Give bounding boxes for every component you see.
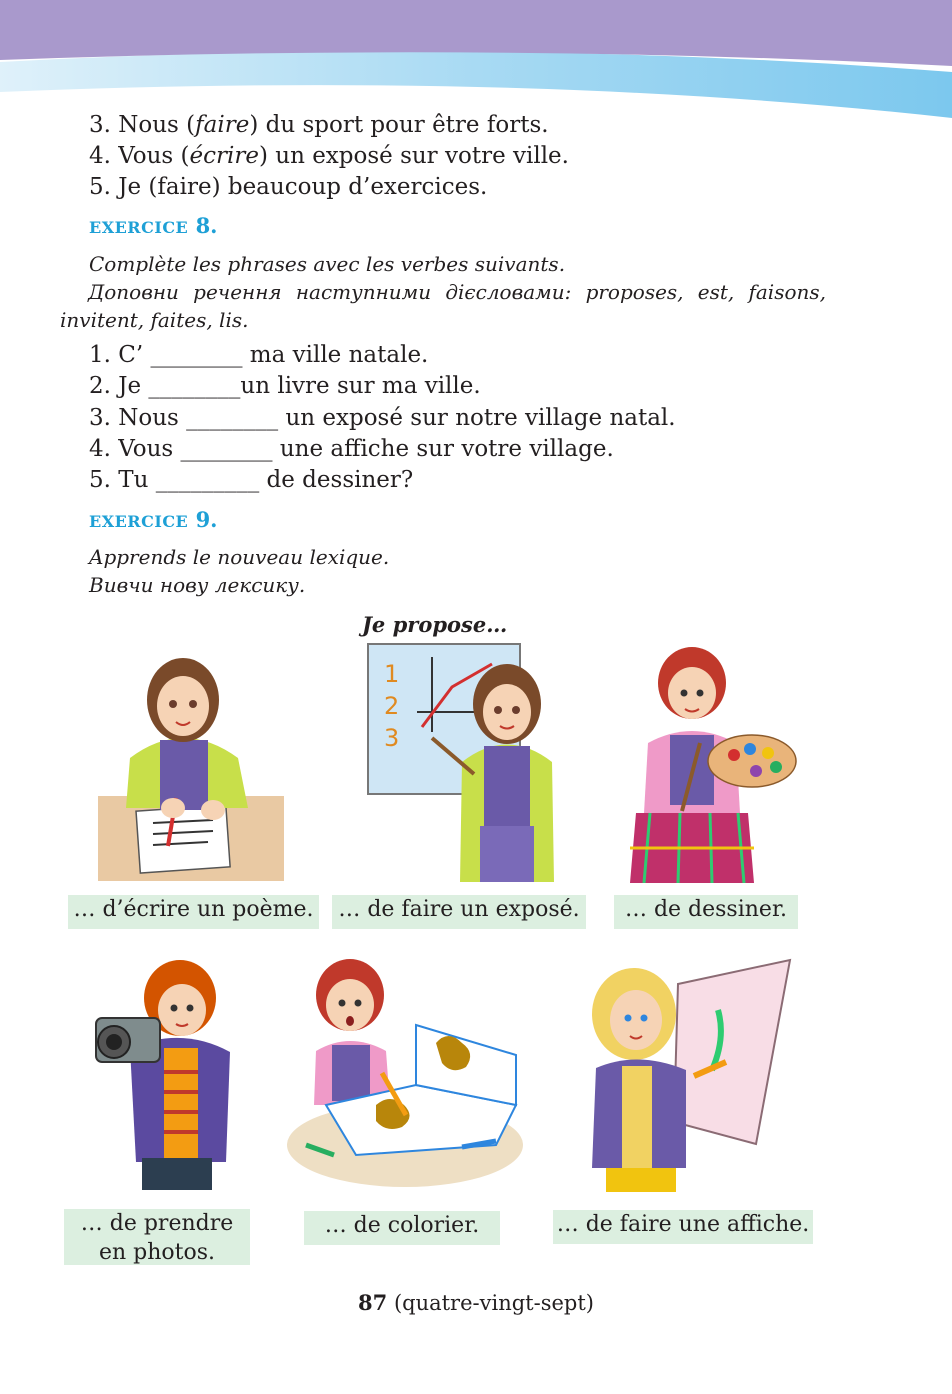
girl-writing-illustration [98,648,288,883]
continued-item: 5. Je (faire) beaucoup d’exercices. [89,174,488,200]
pictures-title: Je propose… [362,612,508,637]
caption-take-photos [64,1209,250,1265]
exercise-8-item: 2. Je ________un livre sur ma ville. [89,373,481,399]
exercise-9-instruction-fr: Apprends le nouveau lexique. [89,545,390,569]
caption-write-poem: … d’écrire un poème. [68,895,319,929]
exercise-8-instruction-fr: Complète les phrases avec les verbes suivants. [89,252,566,276]
caption-make-poster: … de faire une affiche. [553,1210,813,1244]
exercise-9-instruction-ua: Вивчи нову лексику. [89,573,306,597]
caption-color: … de colorier. [304,1211,500,1245]
caption-take-photos-line1: … de prendre [80,1211,234,1236]
exercise-8-item: 1. C’ ________ ma ville natale. [89,342,429,368]
page-number: 87 [358,1290,388,1315]
girl-painting-illustration [630,643,800,883]
svg-text:1: 1 [384,660,400,688]
exercise-8-instruction-ua: Доповни речення наступними дієсловами: proposes, est, faisons, invitent, faites, lis. [60,280,826,332]
caption-draw: … de dessiner. [614,895,798,929]
top-banner [0,0,952,120]
exercise-8-item: 5. Tu _________ de dessiner? [89,467,414,493]
girl-presentation-illustration [362,642,562,882]
girl-coloring-illustration [286,955,524,1190]
exercise-8-item: 4. Vous ________ une affiche sur votre village. [89,436,614,462]
svg-text:2: 2 [384,692,400,720]
svg-text:3: 3 [384,724,400,752]
continued-item: 4. Vous (écrire) un exposé sur votre ville. [89,143,569,169]
page-footer [0,1290,952,1315]
exercise-9-heading: EXERCICE 9. [89,507,218,532]
continued-item: 3. Nous (faire) du sport pour être forts. [89,112,549,138]
caption-take-photos-line2: en photos. [98,1240,216,1265]
page-number-words: (quatre-vingt-sept) [393,1291,594,1315]
boy-photographing-illustration [90,952,240,1192]
exercise-8-item: 3. Nous ________ un exposé sur notre village natal. [89,405,676,431]
caption-make-presentation: … de faire un exposé. [332,895,586,929]
exercise-8-heading: EXERCICE 8. [89,213,218,238]
girl-poster-illustration [586,958,796,1193]
